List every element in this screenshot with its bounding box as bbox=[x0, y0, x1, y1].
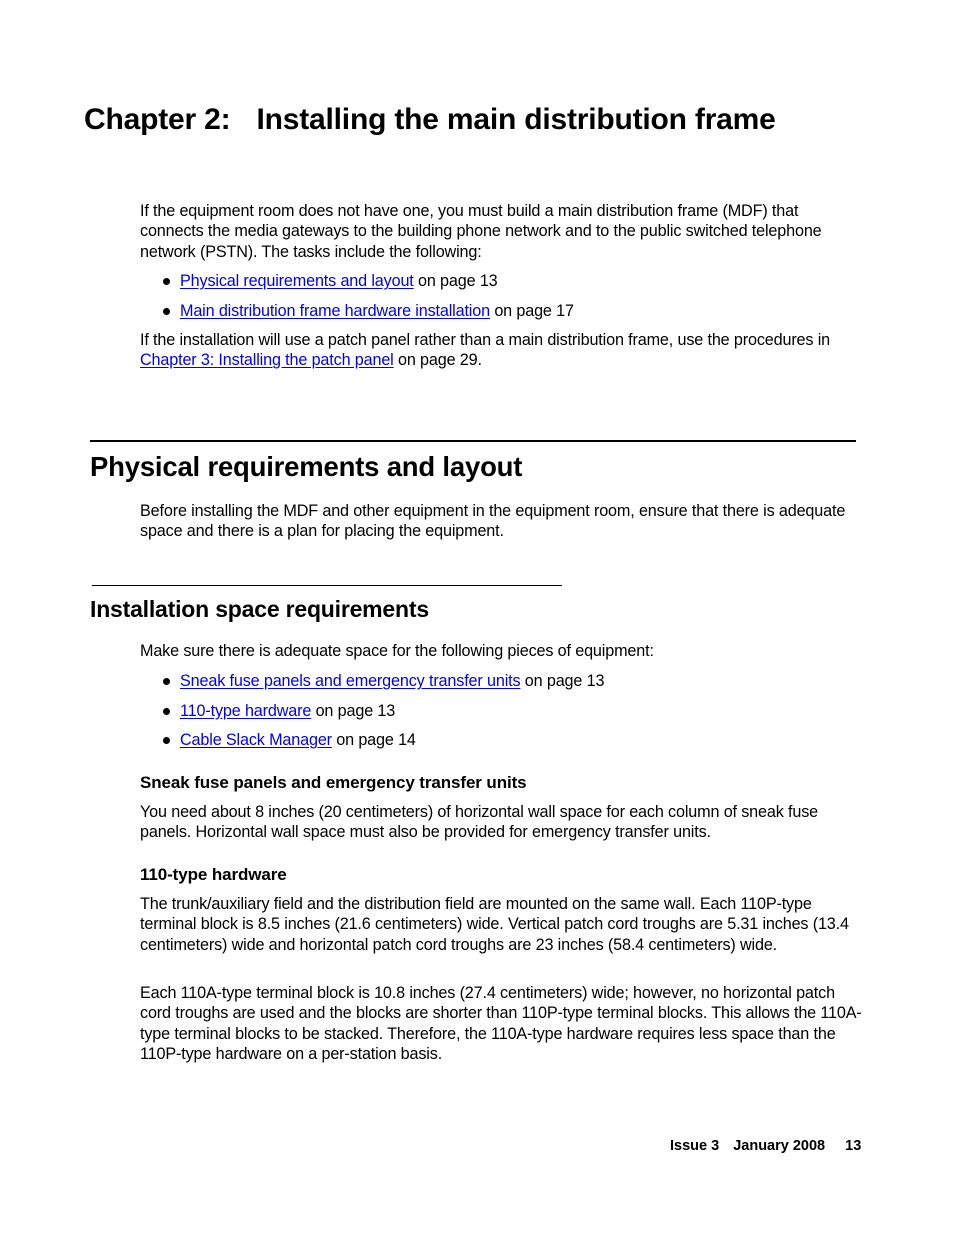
list-item bbox=[140, 701, 860, 721]
link-cable-slack-manager[interactable]: Cable Slack Manager bbox=[180, 731, 332, 749]
subsection-heading-110: 110-type hardware bbox=[140, 865, 287, 884]
subsection-divider bbox=[92, 585, 562, 586]
list-item bbox=[140, 301, 860, 321]
hardware-paragraph-2: Each 110A-type terminal block is 10.8 inches (27.4 centimeters) wide; however, no horizontal patch cord troughs are used and the blocks are shorter than 110P-type terminal blocks. This allows the 110A-type terminal blocks to be stacked. Therefore, the 110A-type hardware requires less space than the 110P-type hardware on a per-station basis. bbox=[140, 984, 862, 1063]
physical-paragraph: Before installing the MDF and other equipment in the equipment room, ensure that there is adequate space and there is a plan for placing the equipment. bbox=[140, 502, 846, 541]
link-sneak-fuse-panels[interactable]: Sneak fuse panels and emergency transfer units bbox=[180, 672, 521, 690]
equipment-list bbox=[140, 671, 860, 760]
list-item bbox=[140, 271, 860, 291]
patch-panel-note bbox=[140, 330, 862, 371]
sneak-paragraph: You need about 8 inches (20 centimeters) of horizontal wall space for each column of sneak fuse panels. Horizontal wall space must also be provided for emergency transfer units. bbox=[140, 803, 819, 842]
task-list bbox=[140, 271, 860, 330]
page-reference: on page 13 bbox=[311, 701, 396, 720]
list-item bbox=[140, 730, 860, 750]
link-110-type-hardware[interactable]: 110-type hardware bbox=[180, 701, 312, 720]
bullet-icon bbox=[163, 708, 170, 715]
subsection-heading-sneak: Sneak fuse panels and emergency transfer units bbox=[140, 773, 527, 792]
chapter-number: Chapter 2: bbox=[84, 103, 231, 136]
footer-date: January 2008 bbox=[733, 1138, 826, 1154]
page-reference: on page 14 bbox=[331, 731, 416, 749]
space-intro: Make sure there is adequate space for the following pieces of equipment: bbox=[140, 642, 654, 660]
link-physical-requirements[interactable]: Physical requirements and layout bbox=[180, 272, 414, 290]
page-reference: on page 17 bbox=[489, 301, 574, 320]
list-item bbox=[140, 671, 860, 691]
page-footer bbox=[670, 1137, 861, 1155]
bullet-icon bbox=[163, 678, 170, 685]
note-prefix: If the installation will use a patch panel rather than a main distribution frame, use the procedures in bbox=[140, 331, 831, 349]
chapter-heading: Installing the main distribution frame bbox=[256, 103, 776, 136]
section-heading-space: Installation space requirements bbox=[90, 596, 429, 622]
footer-issue: Issue 3 bbox=[670, 1138, 720, 1154]
bullet-icon bbox=[163, 737, 170, 744]
chapter-title bbox=[84, 102, 776, 138]
intro-paragraph: If the equipment room does not have one, you must build a main distribution frame (MDF) that connects the media gateways to the building phone network and to the public switched telephone network (PSTN). The tasks include the following: bbox=[140, 202, 822, 261]
note-suffix: on page 29. bbox=[393, 351, 482, 370]
section-heading-physical: Physical requirements and layout bbox=[90, 451, 523, 482]
bullet-icon bbox=[163, 308, 170, 315]
page-number: 13 bbox=[845, 1138, 862, 1154]
link-chapter-3[interactable]: Chapter 3: Installing the patch panel bbox=[140, 351, 394, 370]
link-mdf-hardware-installation[interactable]: Main distribution frame hardware installation bbox=[180, 301, 490, 320]
bullet-icon bbox=[163, 278, 170, 285]
hardware-paragraph-1: The trunk/auxiliary field and the distribution field are mounted on the same wall. Each 110P-type terminal block is 8.5 inches (21.6 centimeters) wide. Vertical patch cord troughs are 5.31 inches (13.4 centimeters) wide and horizontal patch cord troughs are 23 inches (58.4 centimeters) wide. bbox=[140, 895, 849, 954]
page-reference: on page 13 bbox=[520, 672, 605, 690]
page-reference: on page 13 bbox=[413, 272, 498, 290]
section-divider bbox=[90, 440, 856, 442]
